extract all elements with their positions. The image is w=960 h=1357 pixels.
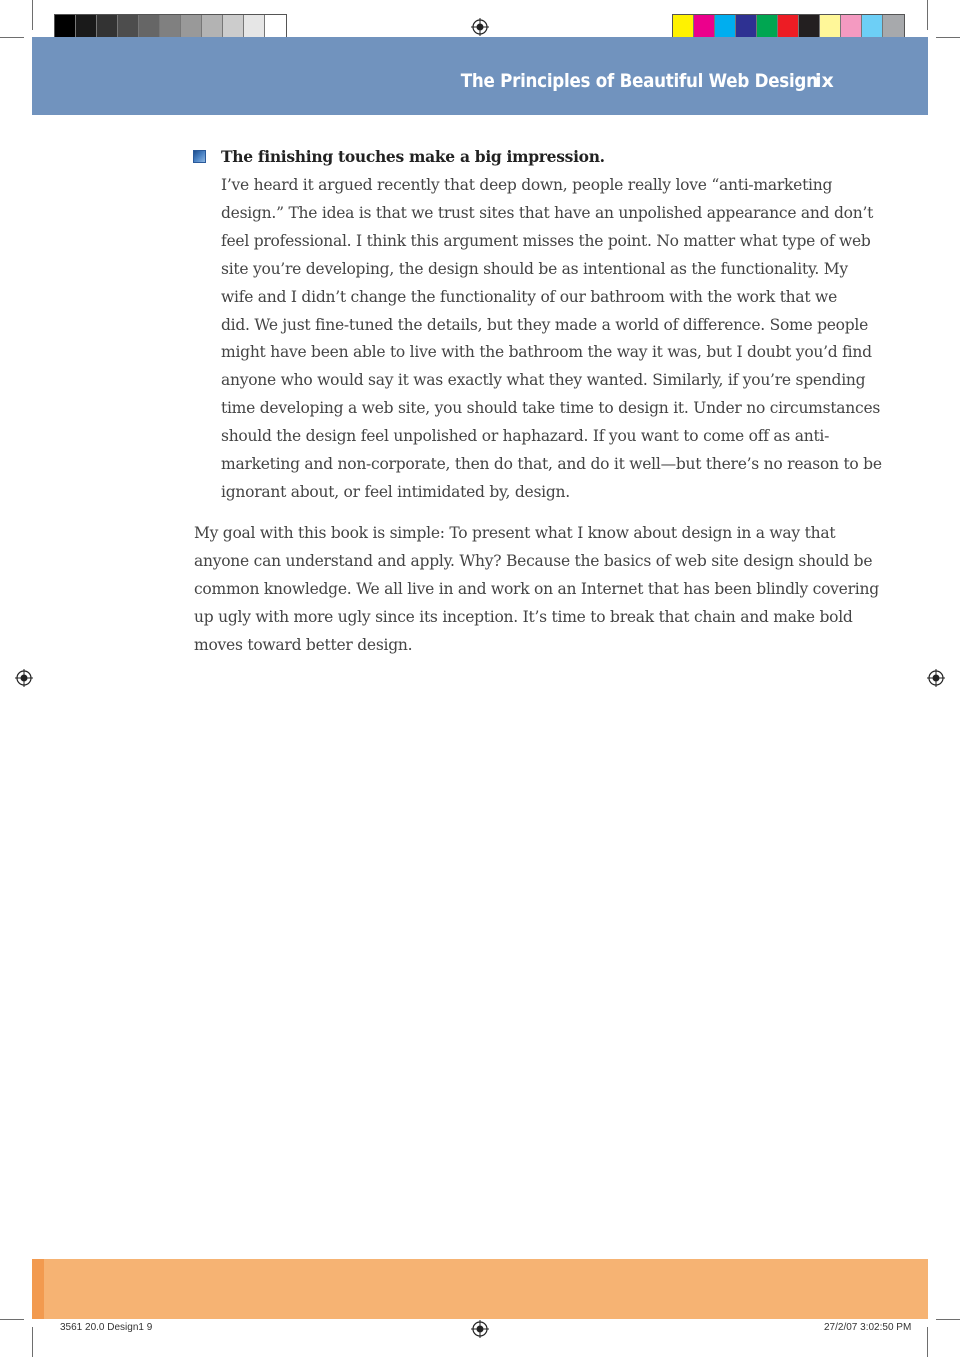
color-swatch: [244, 15, 265, 39]
text-line: site you’re developing, the design should be as intentional as the functionality. My: [221, 259, 848, 278]
body-paragraph: [194, 520, 879, 660]
crop-mark: [936, 37, 960, 38]
text-line: did. We just fine-tuned the details, but they made a world of difference. Some people: [221, 315, 869, 334]
color-swatch: [97, 15, 118, 39]
color-swatch: [160, 15, 181, 39]
crop-mark: [0, 37, 24, 38]
color-swatch: [223, 15, 244, 39]
color-swatch: [76, 15, 97, 39]
registration-mark-icon: [15, 669, 33, 687]
text-line: common knowledge. We all live in and work on an Internet that has been blindly covering: [194, 579, 879, 598]
text-line: up ugly with more ugly since its inception. It’s time to break that chain and make bold: [194, 607, 853, 626]
slug-timestamp: 27/2/07 3:02:50 PM: [824, 1322, 912, 1333]
color-swatch: [55, 15, 76, 39]
page-number: ix: [815, 70, 834, 92]
registration-mark-icon: [927, 669, 945, 687]
color-swatch: [265, 15, 286, 39]
text-line: marketing and non-corporate, then do that, and do it well—but there’s no reason to be: [221, 455, 882, 474]
text-line: I’ve heard it argued recently that deep down, people really love “anti-marketing: [221, 176, 833, 194]
color-swatch: [694, 15, 715, 39]
color-swatch: [673, 15, 694, 39]
text-line: anyone who would say it was exactly what they wanted. Similarly, if you’re spending: [221, 371, 866, 390]
color-swatch: [883, 15, 904, 39]
crop-mark: [0, 1319, 24, 1320]
crop-mark: [936, 1319, 960, 1320]
color-swatch: [820, 15, 841, 39]
crop-mark: [32, 1327, 33, 1357]
footer-band: [32, 1259, 928, 1319]
registration-mark-icon: [471, 18, 489, 36]
square-bullet-icon: [193, 150, 206, 163]
crop-mark: [927, 0, 928, 30]
color-swatch: [715, 15, 736, 39]
text-line: time developing a web site, you should take time to design it. Under no circumstances: [221, 399, 881, 418]
running-header-title: The Principles of Beautiful Web Design: [460, 70, 818, 92]
text-line: should the design feel unpolished or haphazard. If you want to come off as anti-: [221, 427, 830, 446]
color-swatch: [862, 15, 883, 39]
text-line: ignorant about, or feel intimidated by, design.: [221, 482, 570, 501]
color-swatch: [202, 15, 223, 39]
text-line: My goal with this book is simple: To present what I know about design in a way that: [194, 524, 836, 542]
color-swatch: [181, 15, 202, 39]
text-line: wife and I didn’t change the functionality of our bathroom with the work that we: [221, 287, 837, 306]
bullet-body: [221, 172, 882, 507]
text-line: might have been able to live with the bathroom the way it was, but I doubt you’d find: [221, 343, 872, 362]
color-swatch: [139, 15, 160, 39]
color-swatch: [118, 15, 139, 39]
color-swatch: [736, 15, 757, 39]
text-line: moves toward better design.: [194, 635, 413, 654]
text-line: feel professional. I think this argument misses the point. No matter what type of web: [221, 231, 871, 250]
bullet-heading: The finishing touches make a big impression.: [221, 147, 605, 166]
crop-mark: [32, 0, 33, 30]
color-swatch: [757, 15, 778, 39]
color-swatch: [841, 15, 862, 39]
registration-mark-icon: [471, 1320, 489, 1338]
slug-job-info: 3561 20.0 Design1 9: [60, 1322, 153, 1333]
text-line: anyone can understand and apply. Why? Because the basics of web site design should be: [194, 551, 873, 570]
color-swatch: [778, 15, 799, 39]
crop-mark: [927, 1327, 928, 1357]
color-swatch: [799, 15, 820, 39]
footer-stripe: [32, 1259, 44, 1319]
text-line: design.” The idea is that we trust sites that have an unpolished appearance and don’t: [221, 203, 874, 222]
